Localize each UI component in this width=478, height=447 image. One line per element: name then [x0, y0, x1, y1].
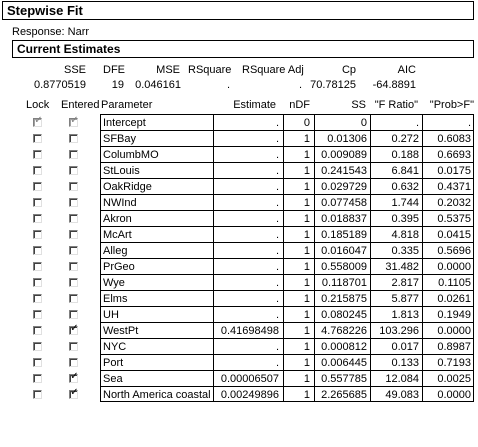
estimate-cell: . [275, 293, 279, 305]
entered-checkbox[interactable] [69, 387, 79, 399]
ss-cell: 0 [360, 117, 367, 129]
ss-cell: 0.029729 [321, 181, 367, 193]
prob-cell: 0.0000 [437, 325, 471, 337]
estimate-cell: . [275, 229, 279, 241]
rsquare-value: . [226, 79, 230, 91]
lock-checkbox[interactable] [33, 214, 42, 223]
parameter-cell: Port [103, 357, 124, 369]
fratio-cell: 1.813 [391, 309, 419, 321]
rsquare-adj-value: . [298, 79, 302, 91]
ndf-cell: 1 [303, 357, 310, 369]
ss-cell: 0.185189 [321, 229, 367, 241]
lock-checkbox[interactable] [33, 115, 43, 127]
ss-cell: 0.118701 [321, 277, 367, 289]
ss-cell: 0.080245 [321, 309, 367, 321]
lock-checkbox[interactable] [33, 246, 42, 255]
checkmark-icon: ✓ [34, 115, 43, 126]
estimate-cell: . [275, 117, 279, 129]
ndf-cell: 1 [303, 277, 310, 289]
ss-cell: 0.215875 [321, 293, 367, 305]
lock-checkbox[interactable] [33, 230, 42, 239]
prob-column-header: "Prob>F" [429, 99, 474, 111]
fratio-cell: 103.296 [379, 325, 419, 337]
parameter-cell: NYC [103, 341, 127, 353]
prob-cell: 0.1105 [438, 277, 471, 289]
ndf-cell: 1 [303, 181, 310, 193]
checkmark-icon: ✓ [70, 115, 79, 126]
ndf-cell: 0 [303, 117, 310, 129]
lock-checkbox[interactable] [33, 390, 42, 399]
entered-checkbox[interactable] [69, 278, 78, 287]
ss-cell: 0.000812 [321, 341, 367, 353]
cp-header: Cp [341, 64, 356, 76]
parameter-cell: SFBay [103, 133, 137, 145]
checkmark-icon: ✓ [70, 387, 79, 398]
entered-checkbox[interactable] [69, 134, 78, 143]
lock-checkbox[interactable] [33, 198, 42, 207]
prob-cell: 0.6083 [437, 133, 471, 145]
ndf-cell: 1 [303, 245, 310, 257]
ss-cell: 0.558009 [321, 261, 367, 273]
ss-cell: 4.768226 [321, 325, 367, 337]
parameter-cell: StLouis [103, 165, 140, 177]
entered-checkbox[interactable] [69, 230, 78, 239]
ss-cell: 0.016047 [321, 245, 367, 257]
fratio-cell: 5.877 [391, 293, 419, 305]
prob-cell: 0.8987 [437, 341, 471, 353]
ss-cell: 2.265685 [321, 389, 367, 401]
parameter-cell: WestPt [103, 325, 139, 337]
ndf-cell: 1 [303, 293, 310, 305]
parameter-cell: Wye [103, 277, 125, 289]
lock-checkbox[interactable] [33, 278, 42, 287]
fratio-cell: 49.083 [385, 389, 419, 401]
entered-checkbox[interactable] [69, 323, 79, 335]
fratio-cell: 1.744 [391, 197, 419, 209]
parameter-cell: McArt [103, 229, 132, 241]
entered-checkbox[interactable] [69, 371, 79, 383]
fratio-column-header: "F Ratio" [374, 99, 418, 111]
lock-checkbox[interactable] [33, 342, 42, 351]
estimate-cell: . [275, 197, 279, 209]
estimate-cell: . [275, 309, 279, 321]
prob-cell: 0.7193 [437, 357, 471, 369]
lock-checkbox[interactable] [33, 134, 42, 143]
lock-checkbox[interactable] [33, 182, 42, 191]
lock-checkbox[interactable] [33, 262, 42, 271]
prob-cell: 0.0415 [437, 229, 471, 241]
parameter-cell: Elms [103, 293, 128, 305]
fratio-cell: 0.632 [391, 181, 419, 193]
ndf-cell: 1 [303, 389, 310, 401]
fratio-cell: 2.817 [391, 277, 419, 289]
ndf-cell: 1 [303, 165, 310, 177]
response-label: Response: Narr [12, 26, 90, 38]
ndf-cell: 1 [303, 373, 310, 385]
estimate-cell: . [275, 277, 279, 289]
parameter-cell: NWInd [103, 197, 137, 209]
sse-value: 0.8770519 [34, 79, 86, 91]
entered-column-header: Entered [61, 99, 100, 111]
ss-cell: 0.557785 [321, 373, 367, 385]
parameter-cell: North America coastal [103, 389, 211, 401]
estimate-cell: . [275, 341, 279, 353]
fratio-cell: 0.133 [391, 357, 419, 369]
entered-checkbox[interactable] [69, 342, 78, 351]
fratio-cell: . [415, 117, 419, 129]
parameter-cell: OakRidge [103, 181, 152, 193]
estimate-cell: . [275, 165, 279, 177]
report-title[interactable]: Stepwise Fit [2, 1, 474, 20]
ndf-cell: 1 [303, 197, 310, 209]
lock-checkbox[interactable] [33, 374, 42, 383]
mse-value: 0.046161 [135, 79, 181, 91]
entered-checkbox[interactable] [69, 262, 78, 271]
prob-cell: 0.6693 [437, 149, 471, 161]
entered-checkbox[interactable] [69, 246, 78, 255]
fratio-cell: 6.841 [391, 165, 419, 177]
entered-checkbox[interactable] [69, 310, 78, 319]
ss-column-header: SS [351, 99, 366, 111]
estimate-cell: 0.41698498 [220, 325, 279, 337]
parameter-cell: UH [103, 309, 119, 321]
ss-cell: 0.077458 [321, 197, 367, 209]
ss-cell: 0.018837 [321, 213, 367, 225]
lock-checkbox[interactable] [33, 310, 42, 319]
prob-cell: 0.0000 [437, 389, 471, 401]
dfe-header: DFE [103, 64, 125, 76]
estimate-column-header: Estimate [233, 99, 276, 111]
estimate-cell: . [275, 133, 279, 145]
prob-cell: 0.0261 [437, 293, 471, 305]
ndf-cell: 1 [303, 325, 310, 337]
entered-checkbox[interactable] [69, 150, 78, 159]
estimate-cell: . [275, 245, 279, 257]
estimate-cell: 0.00249896 [220, 389, 279, 401]
estimate-cell: . [275, 149, 279, 161]
parameter-cell: ColumbMO [103, 149, 159, 161]
estimate-cell: 0.00006507 [220, 373, 279, 385]
ss-cell: 0.009089 [321, 149, 367, 161]
estimate-cell: . [275, 213, 279, 225]
dfe-value: 19 [111, 79, 124, 91]
ss-cell: 0.241543 [321, 165, 367, 177]
rsquare-header: RSquare [188, 64, 232, 76]
sse-header: SSE [63, 64, 86, 76]
fratio-cell: 12.084 [385, 373, 419, 385]
estimate-cell: . [275, 357, 279, 369]
fratio-cell: 31.482 [385, 261, 419, 273]
rsquare-adj-header: RSquare Adj [242, 64, 304, 76]
ndf-cell: 1 [303, 309, 310, 321]
cp-value: 70.78125 [310, 79, 356, 91]
prob-cell: 0.0175 [437, 165, 471, 177]
ndf-cell: 1 [303, 213, 310, 225]
parameter-cell: Sea [103, 373, 123, 385]
ss-cell: 0.006445 [321, 357, 367, 369]
lock-checkbox[interactable] [33, 294, 42, 303]
ndf-column-header: nDF [289, 99, 310, 111]
prob-cell: 0.5375 [437, 213, 471, 225]
fratio-cell: 0.335 [391, 245, 419, 257]
prob-cell: 0.2032 [437, 197, 471, 209]
entered-checkbox[interactable] [69, 182, 78, 191]
entered-checkbox[interactable] [69, 198, 78, 207]
prob-cell: . [467, 117, 471, 129]
aic-value: -64.8891 [372, 79, 416, 91]
lock-checkbox[interactable] [33, 358, 42, 367]
lock-column-header: Lock [26, 99, 50, 111]
prob-cell: 0.1949 [437, 309, 471, 321]
fratio-cell: 0.017 [391, 341, 419, 353]
checkmark-icon: ✓ [70, 371, 79, 382]
entered-checkbox[interactable] [69, 294, 78, 303]
ndf-cell: 1 [303, 261, 310, 273]
fratio-cell: 4.818 [391, 229, 419, 241]
ss-cell: 0.01306 [327, 133, 367, 145]
entered-checkbox[interactable] [69, 358, 78, 367]
estimate-cell: . [275, 181, 279, 193]
entered-checkbox[interactable] [69, 214, 78, 223]
parameter-column-header: Parameter [101, 99, 153, 111]
ndf-cell: 1 [303, 133, 310, 145]
entered-checkbox[interactable] [69, 115, 79, 127]
prob-cell: 0.4371 [437, 181, 471, 193]
parameter-cell: Akron [103, 213, 132, 225]
lock-checkbox[interactable] [33, 166, 42, 175]
ndf-cell: 1 [303, 341, 310, 353]
estimate-cell: . [275, 261, 279, 273]
prob-cell: 0.5696 [437, 245, 471, 257]
lock-checkbox[interactable] [33, 150, 42, 159]
parameter-cell: PrGeo [103, 261, 135, 273]
ndf-cell: 1 [303, 149, 310, 161]
checkmark-icon: ✓ [70, 323, 79, 334]
ndf-cell: 1 [303, 229, 310, 241]
parameter-cell: Intercept [103, 117, 146, 129]
parameter-cell: Alleg [103, 245, 128, 257]
current-estimates-header[interactable]: Current Estimates [12, 40, 474, 58]
fratio-cell: 0.395 [391, 213, 419, 225]
prob-cell: 0.0025 [437, 373, 471, 385]
aic-header: AIC [397, 64, 416, 76]
lock-checkbox[interactable] [33, 326, 42, 335]
mse-header: MSE [156, 64, 180, 76]
fratio-cell: 0.188 [391, 149, 419, 161]
entered-checkbox[interactable] [69, 166, 78, 175]
fratio-cell: 0.272 [391, 133, 419, 145]
prob-cell: 0.0000 [437, 261, 471, 273]
